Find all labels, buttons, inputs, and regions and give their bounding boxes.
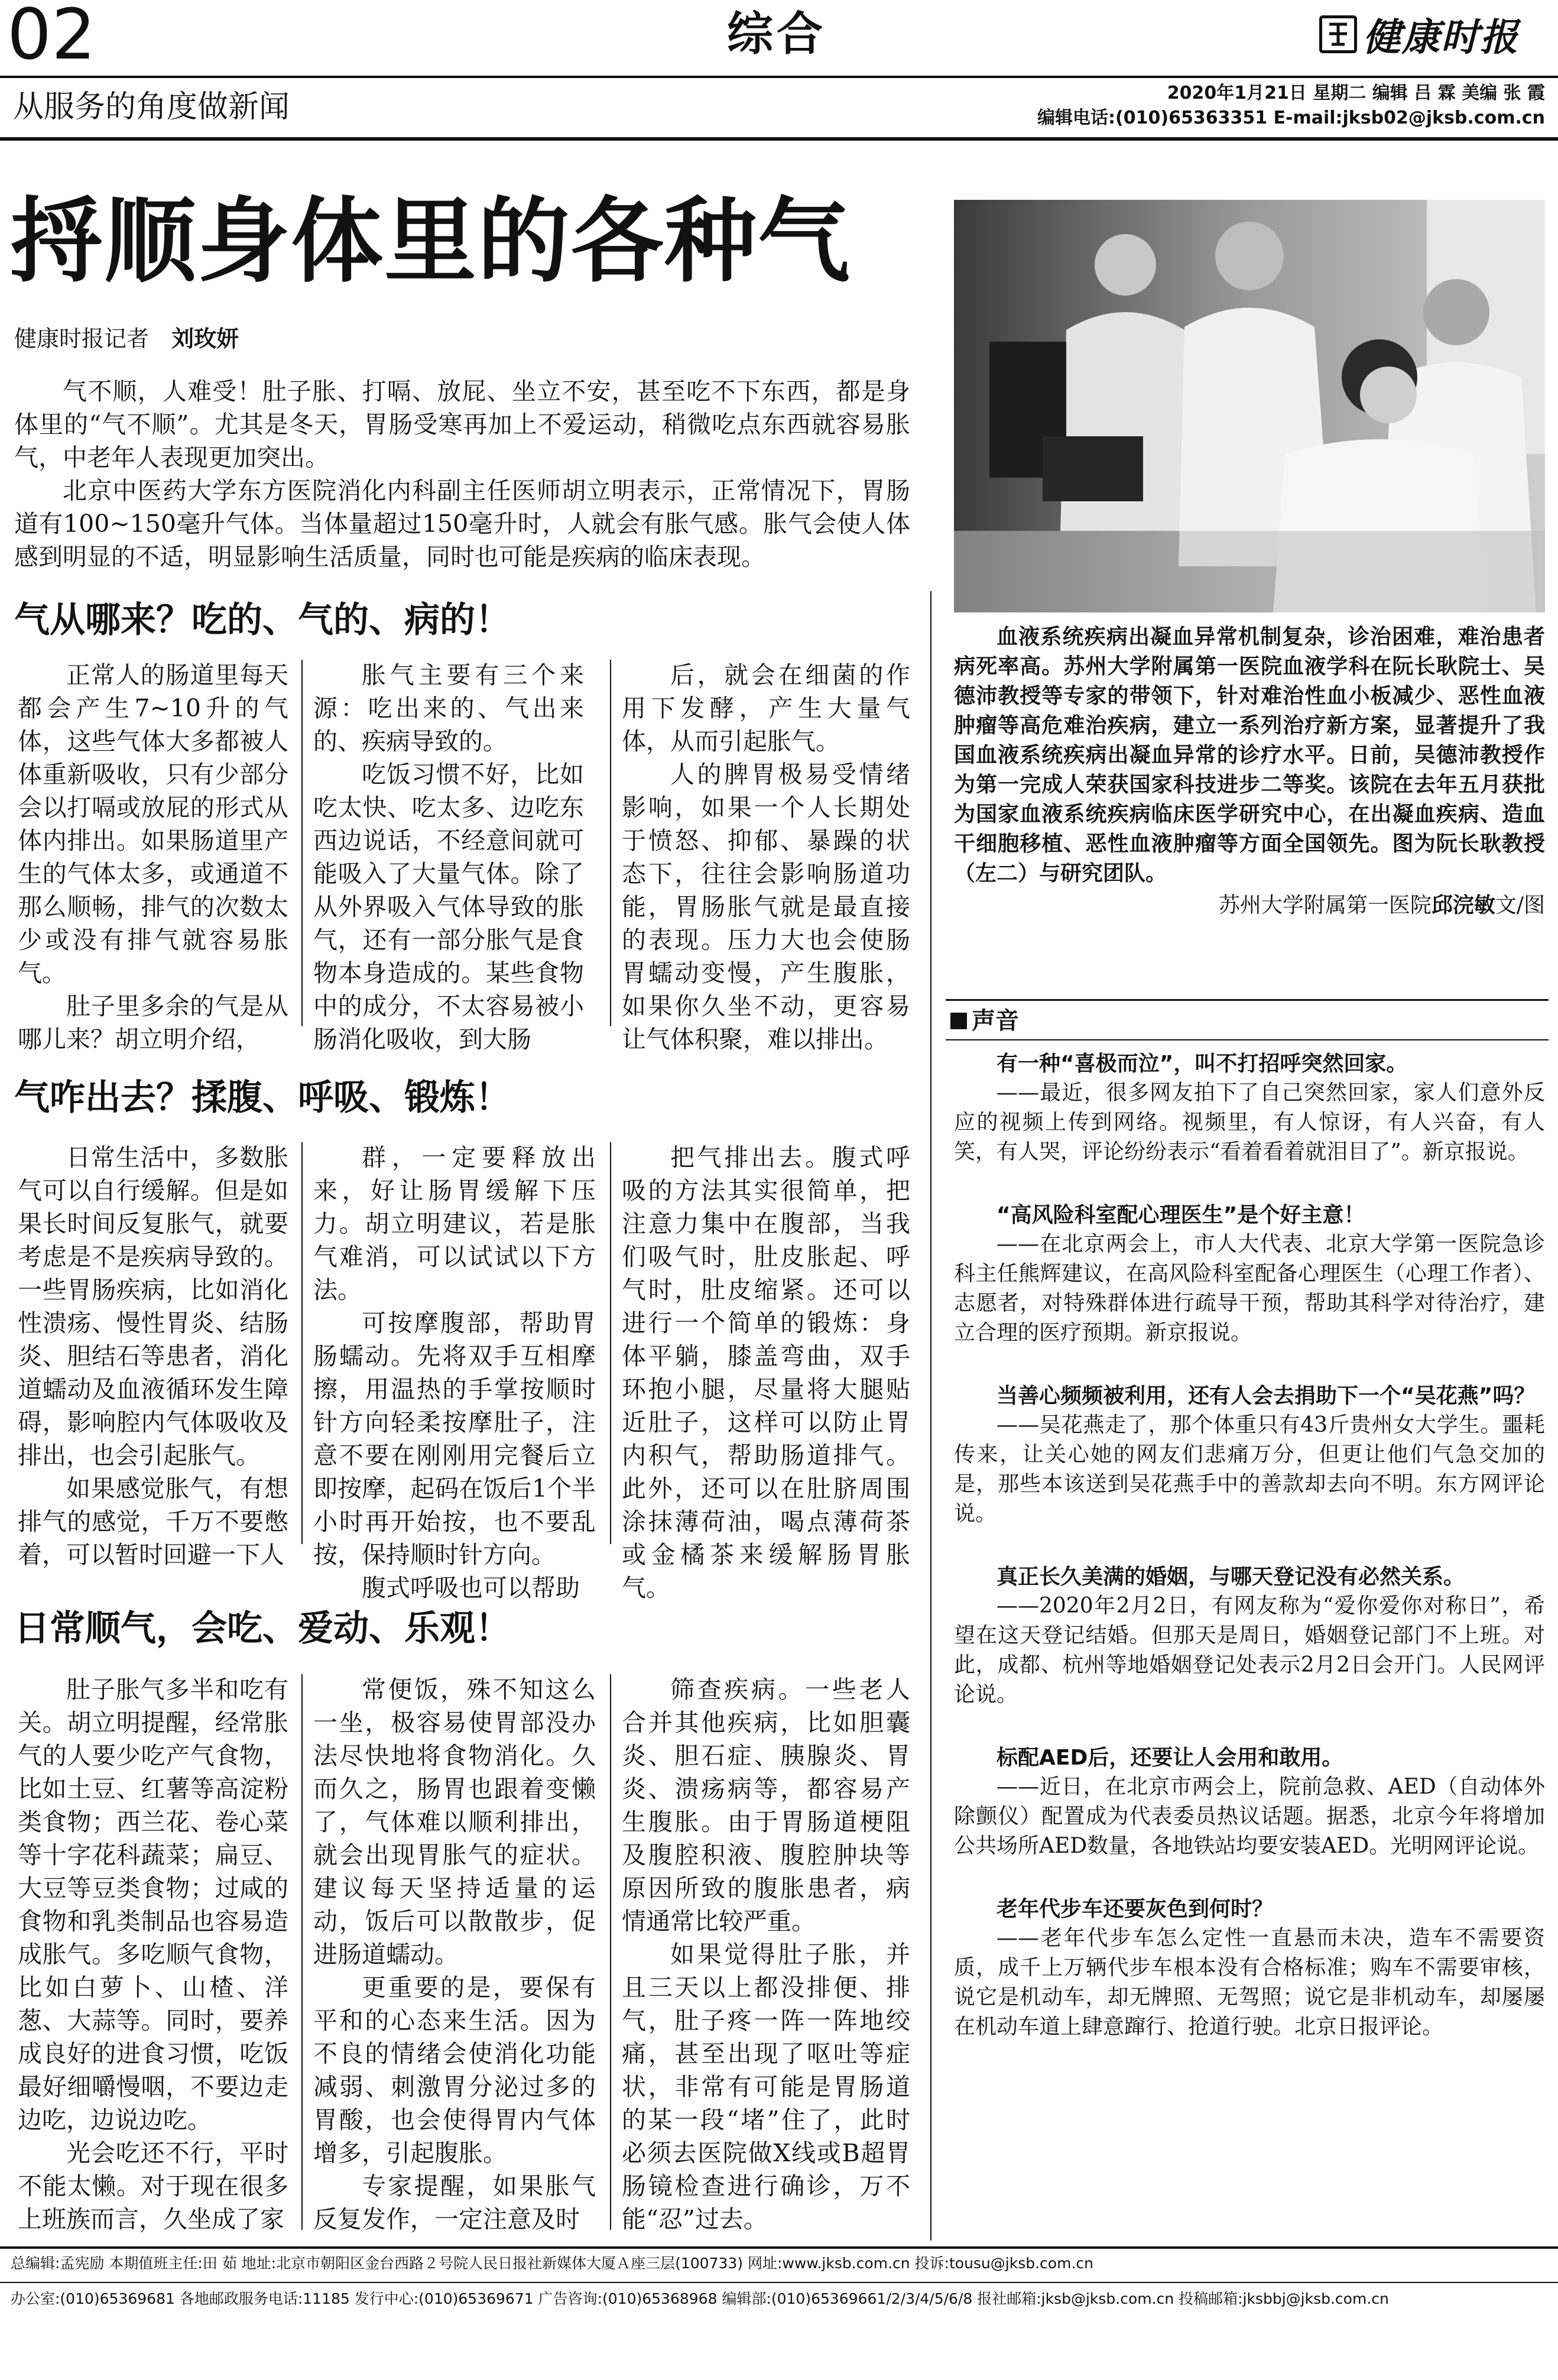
paragraph: 专家提醒，如果胀气反复发作，一定注意及时 [313,2172,596,2233]
voice-item [954,1050,1545,1167]
voices-header [950,1005,1019,1037]
voice-body: ——吴花燕走了，那个体重只有43斤贵州女大学生。噩耗传来，让关心她的网友们悲痛万分，但更让他们气急交加的是，那些本该送到吴花燕手中的善款却去向不明。东方网评论说。 [954,1413,1545,1526]
section-heading: 气咋出去？揉腹、呼吸、锻炼！ [14,1077,511,1118]
section-rule [946,1039,1549,1040]
voice-item [954,1563,1545,1710]
paragraph: 群，一定要释放出来，好让肠胃缓解下压力。胡立明建议，若是胀气难消，可以试试以下方法。 [313,1143,596,1304]
news-photo [954,200,1545,612]
voice-body: ——最近，很多网友拍下了自己突然回家，家人们意外反应的视频上传到网络。视频里，有人惊讶，有人兴奋，有人笑，有人哭，评论纷纷表示“看着看着就泪目了”。新京报说。 [954,1081,1545,1164]
paragraph: 如果觉得肚子胀，并且三天以上都没排便、排气，肚子疼一阵一阵地绞痛，甚至出现了呕吐等症状，非常有可能是胃肠道的某一段“堵”住了，此时必须去医院做X线或B超胃肠镜检查进行确诊，万不能“忍”过去。 [622,1940,910,2233]
footer-rule [0,2246,1558,2249]
voices-header-label: 声音 [972,1007,1019,1035]
article-column [18,659,288,1056]
paragraph: 常便饭，殊不知这么一坐，极容易使胃部没办法尽快地将食物消化。久而久之，肠胃也跟着变懒了，气体难以顺利排出，就会出现胃胀气的症状。建议每天坚持适量的运动，饭后可以散散步，促进肠道蠕动。 [313,1675,596,1969]
article-column [622,1673,910,2236]
footer-info-line: 办公室:(010)65369681 各地邮政服务电话:11185 发行中心:(010)65369671 广告咨询:(010)65368968 编辑部:(010)65369661/2/3/4/5/6/8 报社邮箱:jksb@jksb.com.cn 投稿邮箱:jksbbj@jksb.com.cn [11,2290,1389,2307]
section-title: 综合 [727,8,827,61]
paragraph: 光会吃还不行，平时不能太懒。对于现在很多上班族而言，久坐成了家 [18,2139,288,2233]
logo-icon [1319,15,1357,53]
column-divider [301,1142,303,1544]
lead-paragraph: 气不顺，人难受！肚子胀、打嗝、放屁、坐立不安，甚至吃不下东西，都是身体里的“气不顺”。尤其是冬天，胃肠受寒再加上不爱运动，稍微吃点东西就容易胀气，中老年人表现更加突出。 [14,377,910,472]
paragraph: 如果感觉胀气，有想排气的感觉，千万不要憋着，可以暂时回避一下人 [18,1474,288,1569]
byline-prefix: 健康时报记者 [14,326,150,352]
column-divider [610,1142,611,1544]
square-bullet-icon [950,1013,967,1029]
voice-item [954,1201,1545,1348]
column-divider [610,1674,611,2230]
voice-title: “高风险科室配心理医生”是个好主意！ [997,1203,1365,1227]
paragraph: 后，就会在细菌的作用下发酵，产生大量气体，从而引起胀气。 [622,661,910,755]
paragraph: 把气排出去。腹式呼吸的方法其实很简单，把注意力集中在腹部，当我们吸气时，肚皮胀起、呼气时，肚皮缩紧。还可以进行一个简单的锻炼：身体平躺，膝盖弯曲，双手环抱小腿，尽量将大腿贴近肚子，这样可以防止胃内积气，帮助肠道排气。此外，还可以在肚脐周围涂抹薄荷油，喝点薄荷茶或金橘茶来缓解肠胃胀气。 [622,1143,910,1602]
photo-credit-prefix: 苏州大学附属第一医院 [1218,893,1432,917]
headline: 捋顺身体里的各种气 [11,187,851,295]
section-rule [946,999,1549,1001]
voice-title: 标配AED后，还要让人会用和敢用。 [997,1746,1343,1770]
article-column [313,1141,596,1604]
article-column [622,659,910,1056]
lead-text [14,375,910,573]
masthead-rule-top [0,76,1558,78]
paragraph: 吃饭习惯不好，比如吃太快、吃太多、边吃东西边说话，不经意间就可能吸入了大量气体。除了从外界吸入气体导致的胀气，还有一部分胀气是食物本身造成的。某些食物中的成分，不太容易被小肠消化吸收，到大肠 [313,760,584,1053]
footer-divider [0,2282,1558,2283]
section-heading: 日常顺气，会吃、爱动、乐观！ [14,1608,511,1649]
voice-body: ——在北京两会上，市人大代表、北京大学第一医院急诊科主任熊辉建议，在高风险科室配备心理医生（心理工作者）、志愿者，对特殊群体进行疏导干预，帮助其科学对待治疗，建立合理的医疗预期。新京报说。 [954,1232,1545,1345]
column-divider [930,591,931,2240]
paragraph: 筛查疾病。一些老人合并其他疾病，比如胆囊炎、胆石症、胰腺炎、胃炎、溃疡病等，都容易产生腹胀。由于胃肠道梗阻及腹腔积液、腹腔肿块等原因所致的腹胀患者，病情通常比较严重。 [622,1675,910,1935]
voice-body: ——老年代步车怎么定性一直悬而未决，造车不需要资质，成千上万辆代步车根本没有合格标准；购车不需要审核，说它是机动车，却无牌照、无驾照；说它是非机动车，却屡屡在机动车道上肆意蹿行、抢道行驶。北京日报评论。 [954,1926,1545,2039]
paragraph: 正常人的肠道里每天都会产生7~10升的气体，这些气体大多都被人体重新吸收，只有少部分会以打嗝或放屁的形式从体内排出。如果肠道里产生的气体太多，或通道不那么顺畅，排气的次数太少或没有排气就容易胀气。 [18,661,288,987]
column-divider [301,1674,303,2230]
voice-item [954,1382,1545,1529]
photo-credit [954,890,1545,920]
article-column [18,1141,288,1571]
article-column [313,1673,596,2236]
paragraph: 肚子里多余的气是从哪儿来？胡立明介绍， [18,992,288,1053]
paragraph: 日常生活中，多数胀气可以自行缓解。但是如果长时间反复胀气，就要考虑是不是疾病导致的。一些胃肠疾病，比如消化性溃疡、慢性胃炎、结肠炎、胆结石等患者，消化道蠕动及血液循环发生障碍，影响腔内气体吸收及排出，也会引起胀气。 [18,1143,288,1470]
column-divider [610,660,611,1026]
section-heading: 气从哪来？吃的、气的、病的！ [14,599,511,641]
article-column [622,1141,910,1604]
footer-info-line: 总编辑:孟宪励 本期值班主任:田 茹 地址:北京市朝阳区金台西路２号院人民日报社新媒体大厦Ａ座三层(100733) 网址:www.jksb.com.cn 投诉:tousu@jksb.com.cn [11,2255,1093,2272]
byline-name: 刘玫妍 [171,326,239,352]
contact-info: 编辑电话:(010)65363351 E-mail:jksb02@jksb.com.cn [1037,108,1545,128]
photo-caption [954,622,1545,920]
article-column [18,1673,288,2236]
lead-paragraph: 北京中医药大学东方医院消化内科副主任医师胡立明表示，正常情况下，胃肠道有100~150毫升气体。当体量超过150毫升时，人就会有胀气感。胀气会使人体感到明显的不适，明显影响生活质量，同时也可能是疾病的临床表现。 [14,476,910,571]
masthead-rule-bottom [0,137,1558,141]
voice-item [954,1744,1545,1861]
voice-title: 当善心频频被利用，还有人会去捐助下一个“吴花燕”吗？ [997,1384,1536,1408]
voice-title: 有一种“喜极而泣”，叫不打招呼突然回家。 [997,1052,1408,1076]
article-column [313,659,584,1056]
paragraph: 肚子胀气多半和吃有关。胡立明提醒，经常胀气的人要少吃产气食物，比如土豆、红薯等高淀粉类食物；西兰花、卷心菜等十字花科蔬菜；扁豆、大豆等豆类食物；过咸的食物和乳类制品也容易造成胀气。多吃顺气食物，比如白萝卜、山楂、洋葱、大蒜等。同时，要养成良好的进食习惯，吃饭最好细嚼慢咽，不要边走边吃，边说边吃。 [18,1675,288,2134]
caption-text: 血液系统疾病出凝血异常机制复杂，诊治困难，难治患者病死率高。苏州大学附属第一医院血液学科在阮长耿院士、吴德沛教授等专家的带领下，针对难治性血小板减少、恶性血液肿瘤等高危难治疾病，建立一系列治疗新方案，显著提升了我国血液系统疾病出凝血异常的诊疗水平。日前，吴德沛教授作为第一完成人荣获国家科技进步二等奖。该院在去年五月获批为国家血液系统疾病临床医学研究中心，在出凝血疾病、造血干细胞移植、恶性血液肿瘤等方面全国领先。图为阮长耿教授（左二）与研究团队。 [954,624,1545,886]
voices-list [954,1050,1545,2042]
slogan: 从服务的角度做新闻 [13,89,290,125]
voice-title: 真正长久美满的婚姻，与哪天登记没有必然关系。 [997,1565,1465,1589]
voice-item [954,1895,1545,2042]
paragraph: 可按摩腹部，帮助胃肠蠕动。先将双手互相摩擦，用温热的手掌按顺时针方向轻柔按摩肚子，注意不要在刚刚用完餐后立即按摩，起码在饭后1个半小时再开始按，也不要乱按，保持顺时针方向。 [313,1309,596,1569]
voice-body: ——近日，在北京市两会上，院前急救、AED（自动体外除颤仪）配置成为代表委员热议话题。据悉，北京今年将增加公共场所AED数量，各地铁站均要安装AED。光明网评论说。 [954,1775,1545,1858]
date-editors: 2020年1月21日 星期二 编辑 吕 霖 美编 张 霞 [1167,83,1545,103]
column-divider [301,660,303,1026]
photo-credit-suffix: 文/图 [1495,893,1545,917]
paragraph: 胀气主要有三个来源：吃出来的、气出来的、疾病导致的。 [313,661,584,755]
paragraph: 腹式呼吸也可以帮助 [362,1574,580,1602]
byline [14,324,239,354]
masthead-logo [1319,11,1519,58]
logo-text: 健康时报 [1363,16,1519,60]
voice-body: ——2020年2月2日，有网友称为“爱你爱你对称日”，希望在这天登记结婚。但那天是周日，婚姻登记部门不上班。对此，成都、杭州等地婚姻登记处表示2月2日会开门。人民网评论说。 [954,1594,1545,1707]
paragraph: 人的脾胃极易受情绪影响，如果一个人长期处于愤怒、抑郁、暴躁的状态下，往往会影响肠道功能，胃肠胀气就是最直接的表现。压力大也会使肠胃蠕动变慢，产生腹胀，如果你久坐不动，更容易让气体积聚，难以排出。 [622,760,910,1053]
photo-credit-name: 邱浣敏 [1431,893,1495,917]
paragraph: 更重要的是，要保有平和的心态来生活。因为不良的情绪会使消化功能减弱、刺激胃分泌过多的胃酸，也会使得胃内气体增多，引起腹胀。 [313,1973,596,2167]
page-number: 02 [7,0,96,75]
voice-title: 老年代步车还要灰色到何时？ [997,1897,1274,1921]
